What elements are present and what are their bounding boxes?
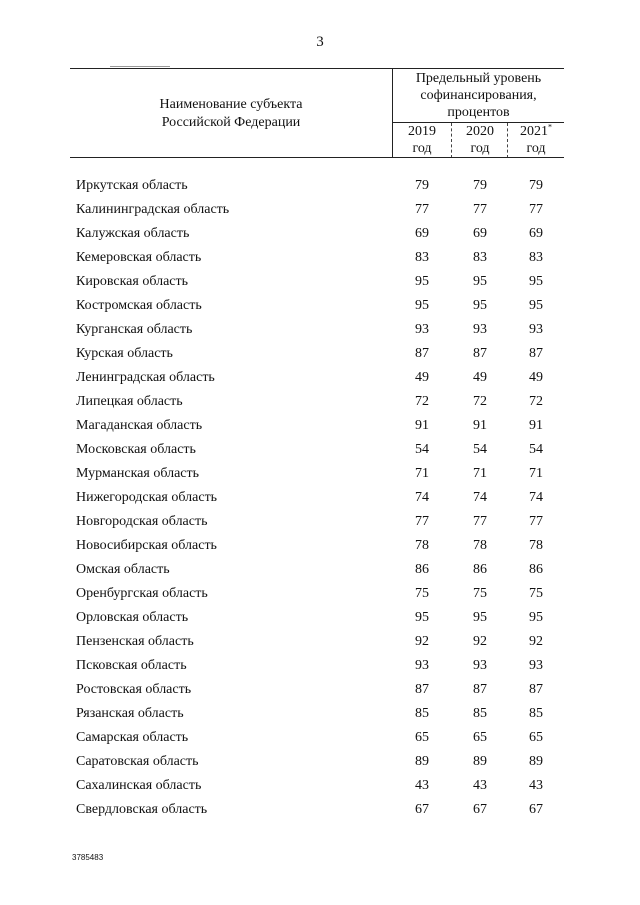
value-2021: 74 <box>529 490 543 505</box>
value-2021: 83 <box>529 250 543 265</box>
value-2019: 95 <box>415 610 429 625</box>
value-2020: 79 <box>473 178 487 193</box>
table-row <box>76 726 566 750</box>
table-row <box>76 798 566 822</box>
value-2021: 79 <box>529 178 543 193</box>
value-2019: 75 <box>415 586 429 601</box>
region-name: Омская область <box>76 562 170 577</box>
table-row <box>76 678 566 702</box>
value-2021: 92 <box>529 634 543 649</box>
value-2019: 67 <box>415 802 429 817</box>
header-top-rule <box>70 68 564 69</box>
value-2020: 87 <box>473 682 487 697</box>
value-2019: 77 <box>415 514 429 529</box>
value-2019: 43 <box>415 778 429 793</box>
value-2019: 49 <box>415 370 429 385</box>
region-name: Липецкая область <box>76 394 183 409</box>
value-2019: 92 <box>415 634 429 649</box>
year-label: 2019 <box>408 124 436 139</box>
table-row <box>76 774 566 798</box>
document-id: 3785483 <box>72 853 104 862</box>
region-name: Сахалинская область <box>76 778 202 793</box>
table-row <box>76 294 566 318</box>
value-2019: 65 <box>415 730 429 745</box>
region-name: Костромская область <box>76 298 202 313</box>
value-2021: 77 <box>529 202 543 217</box>
table-row <box>76 702 566 726</box>
table-header <box>70 68 564 158</box>
value-2019: 95 <box>415 298 429 313</box>
region-name: Самарская область <box>76 730 189 745</box>
value-2020: 87 <box>473 346 487 361</box>
value-2021: 91 <box>529 418 543 433</box>
region-name: Саратовская область <box>76 754 199 769</box>
value-2021: 95 <box>529 298 543 313</box>
region-name: Магаданская область <box>76 418 203 433</box>
level-header-line3: процентов <box>447 105 510 120</box>
region-name: Ростовская область <box>76 682 192 697</box>
value-2019: 77 <box>415 202 429 217</box>
value-2019: 95 <box>415 274 429 289</box>
region-name: Рязанская область <box>76 706 184 721</box>
value-2020: 91 <box>473 418 487 433</box>
value-2021: 43 <box>529 778 543 793</box>
table-row <box>76 270 566 294</box>
table-row <box>76 222 566 246</box>
region-name: Калининградская область <box>76 202 230 217</box>
value-2020: 65 <box>473 730 487 745</box>
table-row <box>76 366 566 390</box>
value-2021: 89 <box>529 754 543 769</box>
value-2020: 85 <box>473 706 487 721</box>
year-label: 2020 <box>466 124 494 139</box>
table-body <box>76 174 566 822</box>
value-2021: 95 <box>529 610 543 625</box>
level-column-header <box>393 70 564 121</box>
page-number: 3 <box>316 34 324 50</box>
subject-column-header <box>70 96 392 132</box>
value-2019: 83 <box>415 250 429 265</box>
value-2020: 71 <box>473 466 487 481</box>
value-2019: 91 <box>415 418 429 433</box>
value-2019: 79 <box>415 178 429 193</box>
table-row <box>76 198 566 222</box>
region-name: Ленинградская область <box>76 370 215 385</box>
value-2020: 43 <box>473 778 487 793</box>
value-2020: 75 <box>473 586 487 601</box>
value-2021: 87 <box>529 682 543 697</box>
table-row <box>76 534 566 558</box>
value-2020: 95 <box>473 298 487 313</box>
value-2019: 86 <box>415 562 429 577</box>
value-2019: 72 <box>415 394 429 409</box>
region-name: Нижегородская область <box>76 490 218 505</box>
table-row <box>76 654 566 678</box>
region-name: Свердловская область <box>76 802 208 817</box>
value-2021: 69 <box>529 226 543 241</box>
value-2021: 86 <box>529 562 543 577</box>
value-2020: 93 <box>473 658 487 673</box>
level-header-line2: софинансирования, <box>420 88 537 103</box>
region-name: Курганская область <box>76 322 193 337</box>
region-name: Кировская область <box>76 274 189 289</box>
value-2021: 93 <box>529 658 543 673</box>
value-2020: 74 <box>473 490 487 505</box>
value-2021: 87 <box>529 346 543 361</box>
value-2020: 83 <box>473 250 487 265</box>
table-row <box>76 390 566 414</box>
value-2021: 77 <box>529 514 543 529</box>
value-2019: 74 <box>415 490 429 505</box>
value-2021: 72 <box>529 394 543 409</box>
year-header-2019 <box>394 123 450 157</box>
value-2019: 85 <box>415 706 429 721</box>
value-2019: 89 <box>415 754 429 769</box>
table-row <box>76 630 566 654</box>
value-2021: 93 <box>529 322 543 337</box>
value-2021: 95 <box>529 274 543 289</box>
value-2021: 71 <box>529 466 543 481</box>
table-row <box>76 246 566 270</box>
year-mark: * <box>548 122 552 132</box>
subject-header-line2: Российской Федерации <box>161 115 301 130</box>
value-2020: 49 <box>473 370 487 385</box>
value-2021: 75 <box>529 586 543 601</box>
value-2021: 67 <box>529 802 543 817</box>
value-2020: 86 <box>473 562 487 577</box>
region-name: Псковская область <box>76 658 187 673</box>
value-2021: 49 <box>529 370 543 385</box>
value-2020: 54 <box>473 442 487 457</box>
region-name: Иркутская область <box>76 178 188 193</box>
value-2020: 95 <box>473 274 487 289</box>
region-name: Оренбургская область <box>76 586 208 601</box>
value-2019: 69 <box>415 226 429 241</box>
value-2019: 54 <box>415 442 429 457</box>
value-2019: 93 <box>415 658 429 673</box>
year-unit: год <box>412 141 432 156</box>
region-name: Орловская область <box>76 610 189 625</box>
year-unit: год <box>526 141 546 156</box>
value-2020: 95 <box>473 610 487 625</box>
header-faint-rule <box>110 66 170 67</box>
region-name: Новосибирская область <box>76 538 217 553</box>
value-2019: 93 <box>415 322 429 337</box>
table-row <box>76 174 566 198</box>
value-2021: 65 <box>529 730 543 745</box>
value-2019: 87 <box>415 346 429 361</box>
year-label: 2021 <box>520 124 548 139</box>
subject-header-line1: Наименование субъекта <box>159 97 303 112</box>
value-2019: 87 <box>415 682 429 697</box>
year-header-2021 <box>508 123 564 157</box>
value-2020: 69 <box>473 226 487 241</box>
value-2019: 78 <box>415 538 429 553</box>
value-2020: 72 <box>473 394 487 409</box>
region-name: Новгородская область <box>76 514 208 529</box>
year-unit: год <box>470 141 490 156</box>
table-row <box>76 750 566 774</box>
region-name: Калужская область <box>76 226 190 241</box>
region-name: Московская область <box>76 442 196 457</box>
table-row <box>76 462 566 486</box>
table-row <box>76 510 566 534</box>
region-name: Мурманская область <box>76 466 200 481</box>
value-2020: 93 <box>473 322 487 337</box>
value-2020: 89 <box>473 754 487 769</box>
region-name: Курская область <box>76 346 173 361</box>
table-row <box>76 438 566 462</box>
value-2021: 54 <box>529 442 543 457</box>
header-bottom-rule <box>70 157 564 158</box>
value-2020: 77 <box>473 202 487 217</box>
value-2020: 67 <box>473 802 487 817</box>
table-row <box>76 318 566 342</box>
value-2019: 71 <box>415 466 429 481</box>
value-2021: 85 <box>529 706 543 721</box>
table-row <box>76 558 566 582</box>
value-2020: 92 <box>473 634 487 649</box>
value-2020: 78 <box>473 538 487 553</box>
year-header-2020 <box>452 123 508 157</box>
value-2021: 78 <box>529 538 543 553</box>
value-2020: 77 <box>473 514 487 529</box>
table-row <box>76 606 566 630</box>
table-row <box>76 486 566 510</box>
region-name: Кемеровская область <box>76 250 202 265</box>
table-row <box>76 414 566 438</box>
region-name: Пензенская область <box>76 634 194 649</box>
table-row <box>76 342 566 366</box>
table-row <box>76 582 566 606</box>
level-header-line1: Предельный уровень <box>415 71 542 86</box>
